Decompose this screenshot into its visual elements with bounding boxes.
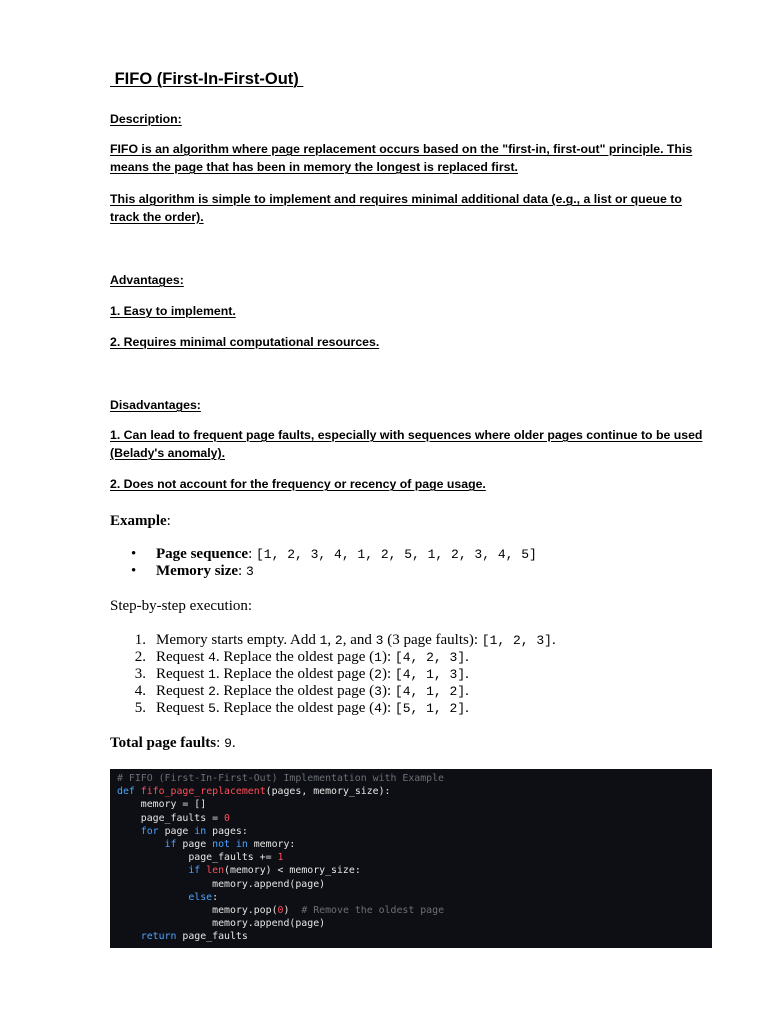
code-token: else — [188, 891, 213, 903]
step-text: . — [465, 666, 469, 682]
example-colon: : — [166, 513, 171, 529]
step-text: . — [465, 683, 469, 699]
step-text: . Replace the oldest page ( — [215, 683, 375, 699]
code-token — [117, 865, 188, 876]
step-text: . — [551, 632, 556, 648]
example-bullet-list — [110, 546, 712, 580]
code-token: not in — [212, 839, 248, 851]
step-item — [110, 649, 712, 666]
code-token: page — [176, 839, 213, 851]
step-text: . — [465, 649, 469, 665]
code-token: if — [164, 839, 177, 851]
code-token: # Remove the oldest page — [301, 905, 445, 917]
step-code-text: 5 — [208, 701, 216, 716]
code-line — [117, 930, 712, 943]
code-token: if — [188, 865, 201, 877]
step-number: 4. — [134, 683, 146, 699]
bullet-label: Memory size — [156, 563, 239, 579]
total-end: . — [231, 735, 236, 751]
bullet-marker: • — [131, 546, 137, 562]
step-code-text: [5, 1, 2] — [394, 701, 466, 716]
code-block-image — [110, 769, 712, 948]
bullet-separator: : — [248, 546, 256, 562]
step-text: Request — [156, 649, 209, 665]
code-token: : — [212, 891, 219, 903]
total-label: Total page faults — [110, 735, 217, 751]
code-token: pages: — [206, 825, 248, 837]
step-code-text: 2 — [374, 667, 382, 682]
steps-list — [110, 632, 712, 717]
description-paragraph-1: FIFO is an algorithm where page replacement occurs based on the "first-in, first-out" principle. This means the page that has been in memory the longest is replaced first. — [110, 142, 693, 174]
code-token: 0 — [224, 812, 230, 824]
total-colon: : — [216, 735, 225, 751]
code-token: (pages, memory_size): — [265, 786, 391, 798]
code-token: memory.pop( — [117, 905, 278, 917]
code-token: ) — [283, 905, 302, 917]
code-token: 0 — [277, 905, 284, 917]
bullet-page-sequence — [110, 546, 712, 563]
step-text: Memory starts empty. Add — [156, 632, 320, 648]
bullet-value: 3 — [245, 564, 254, 579]
step-text: . Replace the oldest page ( — [215, 649, 375, 665]
code-line — [117, 917, 712, 930]
step-text: Request — [156, 666, 209, 682]
step-text: ): — [381, 666, 395, 682]
code-token: page_faults = — [117, 812, 225, 824]
step-code-text: 3 — [374, 684, 382, 699]
step-code-text: 3 — [375, 633, 384, 648]
description-heading: Description: — [110, 112, 182, 126]
code-token — [117, 892, 188, 903]
step-number: 3. — [134, 666, 146, 682]
disadvantages-heading: Disadvantages: — [110, 398, 201, 412]
bullet-memory-size — [110, 563, 712, 580]
code-token: 1 — [277, 852, 284, 864]
step-heading: Step-by-step execution: — [110, 598, 253, 614]
bullet-separator: : — [238, 563, 246, 579]
step-item — [110, 700, 712, 717]
step-code-text: 4 — [208, 650, 216, 665]
code-token: # FIFO (First-In-First-Out) Implementation with Example — [117, 773, 444, 784]
step-text: . Replace the oldest page ( — [215, 666, 375, 682]
code-token: fifo_page_replacement — [140, 786, 266, 798]
code-token: return — [140, 931, 177, 943]
step-code-text: 2 — [334, 633, 343, 648]
total-value: 9 — [224, 736, 232, 751]
code-token: memory = [] — [117, 799, 207, 811]
disadvantage-item: 2. Does not account for the frequency or recency of page usage. — [110, 477, 486, 491]
step-code-text: [4, 1, 3] — [394, 667, 466, 682]
advantage-item: 1. Easy to implement. — [110, 304, 236, 318]
code-line — [117, 891, 712, 904]
code-token — [117, 826, 141, 837]
description-paragraph-2: This algorithm is simple to implement and requires minimal additional data (e.g., a list or queue to track the order). — [110, 192, 682, 224]
code-token — [117, 931, 141, 942]
code-line — [117, 864, 712, 877]
bullet-marker: • — [131, 563, 137, 579]
step-text: ): — [381, 700, 395, 716]
code-token: for — [140, 825, 159, 837]
step-code-text: 4 — [374, 701, 382, 716]
step-text: Request — [156, 683, 209, 699]
step-code-text: [4, 2, 3] — [394, 650, 466, 665]
step-item — [110, 666, 712, 683]
code-line — [117, 904, 712, 917]
code-line — [117, 785, 712, 798]
document-title: FIFO (First-In-First-Out) — [110, 70, 304, 88]
code-token: page_faults += — [117, 852, 278, 864]
step-item — [110, 632, 712, 649]
code-token: page — [158, 825, 195, 837]
example-label: Example — [110, 513, 167, 529]
bullet-value: [1, 2, 3, 4, 1, 2, 5, 1, 2, 3, 4, 5] — [256, 547, 537, 562]
step-text: . — [465, 700, 469, 716]
step-text: ): — [381, 683, 395, 699]
code-token: memory: — [247, 839, 296, 851]
code-token: len — [206, 865, 225, 877]
step-number: 2. — [134, 649, 146, 665]
total-page-faults — [110, 735, 712, 752]
step-text: . Replace the oldest page ( — [215, 700, 375, 716]
bullet-label: Page sequence — [156, 546, 249, 562]
step-item — [110, 683, 712, 700]
code-token: in — [194, 825, 207, 837]
step-code-text: 2 — [208, 684, 216, 699]
disadvantage-item: 1. Can lead to frequent page faults, especially with sequences where older pages continue to be used (Belady's anomaly). — [110, 428, 703, 460]
step-text: ): — [381, 649, 395, 665]
code-token: page_faults — [176, 931, 248, 943]
code-line — [117, 851, 712, 864]
code-line — [117, 812, 712, 825]
step-text: (3 page faults): — [383, 632, 482, 648]
step-code-text: 1 — [208, 667, 216, 682]
code-token: memory.append(page) — [117, 918, 326, 930]
code-token — [117, 839, 165, 850]
step-code-text: 1 — [374, 650, 382, 665]
step-code-text: [4, 1, 2] — [394, 684, 466, 699]
code-line — [117, 838, 712, 851]
code-line — [117, 772, 712, 785]
step-number: 1. — [134, 632, 146, 648]
step-text: , and — [342, 632, 376, 648]
example-heading — [110, 513, 712, 530]
step-code-text: 1 — [319, 633, 328, 648]
step-text: , — [327, 632, 335, 648]
advantages-heading: Advantages: — [110, 273, 184, 287]
code-token: (memory) < memory_size: — [224, 865, 361, 877]
advantage-item: 2. Requires minimal computational resources. — [110, 335, 380, 349]
code-line — [117, 825, 712, 838]
code-token: memory.append(page) — [117, 878, 326, 890]
step-text: Request — [156, 700, 209, 716]
step-number: 5. — [134, 700, 146, 716]
code-line — [117, 798, 712, 811]
code-token: def — [117, 786, 135, 798]
code-line — [117, 878, 712, 891]
step-code-text: [1, 2, 3] — [481, 633, 552, 648]
